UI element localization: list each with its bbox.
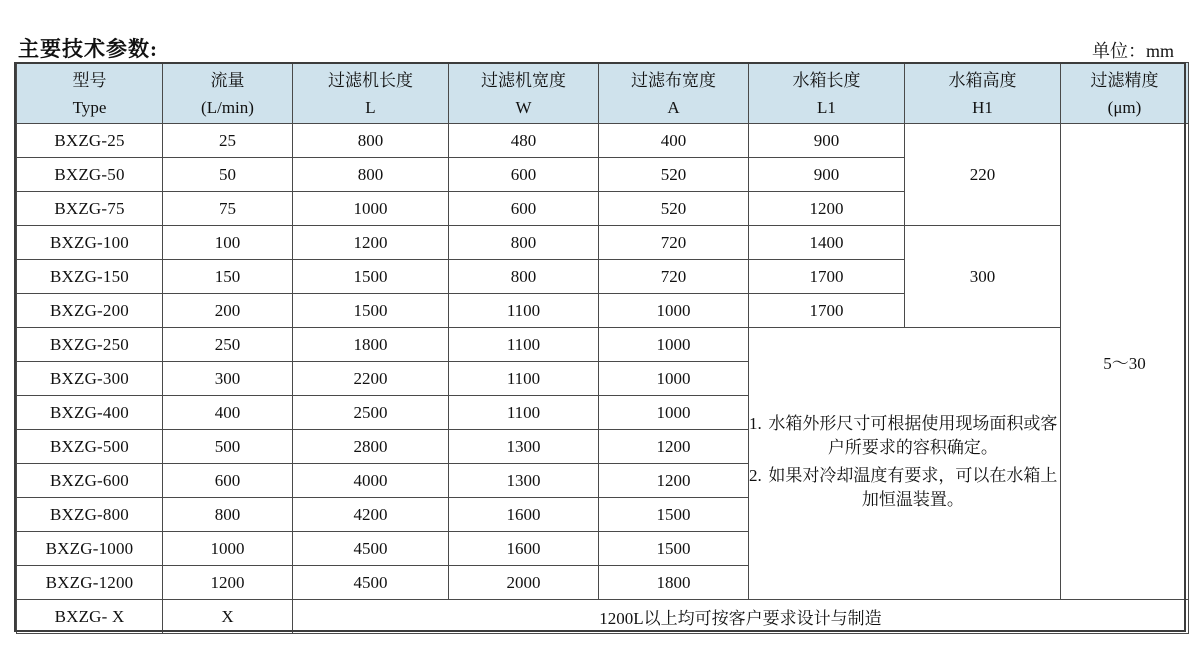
cell-cloth-width: 1800 (599, 566, 749, 600)
cell-type: BXZG-75 (17, 192, 163, 226)
cell-flow-custom: X (163, 600, 293, 634)
column-subheader-filter-precision: (μm) (1061, 93, 1189, 124)
cell-flow: 250 (163, 328, 293, 362)
column-subheader-flow: (L/min) (163, 93, 293, 124)
cell-type: BXZG-1200 (17, 566, 163, 600)
cell-flow: 1000 (163, 532, 293, 566)
cell-type: BXZG-250 (17, 328, 163, 362)
note-list (749, 412, 1060, 512)
column-header-machine-length: 过滤机长度 (293, 63, 449, 94)
cell-machine-length: 800 (293, 158, 449, 192)
cell-cloth-width: 1500 (599, 498, 749, 532)
cell-cloth-width: 1500 (599, 532, 749, 566)
cell-machine-length: 1500 (293, 260, 449, 294)
cell-cloth-width: 1200 (599, 464, 749, 498)
cell-machine-length: 4000 (293, 464, 449, 498)
cell-machine-width: 1100 (449, 362, 599, 396)
cell-flow: 100 (163, 226, 293, 260)
column-header-type: 型号 (17, 63, 163, 94)
cell-machine-width: 1100 (449, 396, 599, 430)
cell-machine-width: 600 (449, 192, 599, 226)
cell-type: BXZG-1000 (17, 532, 163, 566)
table-header-row-bottom (17, 93, 1189, 124)
cell-flow: 400 (163, 396, 293, 430)
cell-flow: 75 (163, 192, 293, 226)
column-header-machine-width: 过滤机宽度 (449, 63, 599, 94)
cell-filter-precision: 5～30 (1061, 124, 1189, 600)
table-header (17, 63, 1189, 124)
document-header (14, 10, 1186, 62)
cell-machine-length: 2200 (293, 362, 449, 396)
column-subheader-type: Type (17, 93, 163, 124)
cell-machine-length: 4500 (293, 532, 449, 566)
cell-machine-width: 1600 (449, 532, 599, 566)
cell-cloth-width: 520 (599, 192, 749, 226)
cell-flow: 200 (163, 294, 293, 328)
list-item (749, 464, 1060, 512)
table-row (17, 124, 1189, 158)
cell-tank-length: 1200 (749, 192, 905, 226)
table-row (17, 226, 1189, 260)
table-header-row-top (17, 63, 1189, 94)
list-item (749, 412, 1060, 460)
cell-machine-length: 1800 (293, 328, 449, 362)
cell-machine-width: 1300 (449, 464, 599, 498)
cell-cloth-width: 1000 (599, 362, 749, 396)
table-row-custom (17, 600, 1189, 634)
cell-machine-width: 800 (449, 260, 599, 294)
column-subheader-tank-length: L1 (749, 93, 905, 124)
cell-cloth-width: 1000 (599, 396, 749, 430)
column-subheader-machine-length: L (293, 93, 449, 124)
cell-machine-length: 1500 (293, 294, 449, 328)
cell-machine-length: 2500 (293, 396, 449, 430)
cell-machine-length: 1000 (293, 192, 449, 226)
cell-machine-width: 1100 (449, 328, 599, 362)
cell-cloth-width: 400 (599, 124, 749, 158)
cell-type: BXZG-50 (17, 158, 163, 192)
cell-flow: 1200 (163, 566, 293, 600)
cell-type: BXZG-300 (17, 362, 163, 396)
cell-tank-length: 1700 (749, 260, 905, 294)
cell-cloth-width: 1000 (599, 294, 749, 328)
page-title: 主要技术参数: (18, 37, 158, 61)
cell-flow: 800 (163, 498, 293, 532)
table-body (17, 124, 1189, 634)
cell-type: BXZG-200 (17, 294, 163, 328)
cell-tank-height-group: 300 (905, 226, 1061, 328)
cell-cloth-width: 1200 (599, 430, 749, 464)
cell-tank-length: 900 (749, 158, 905, 192)
cell-machine-length: 1200 (293, 226, 449, 260)
column-header-flow: 流量 (163, 63, 293, 94)
column-subheader-cloth-width: A (599, 93, 749, 124)
cell-type: BXZG-800 (17, 498, 163, 532)
cell-cloth-width: 720 (599, 260, 749, 294)
cell-flow: 600 (163, 464, 293, 498)
cell-custom-note: 1200L以上均可按客户要求设计与制造 (293, 600, 1189, 634)
cell-machine-width: 2000 (449, 566, 599, 600)
column-header-tank-length: 水箱长度 (749, 63, 905, 94)
column-subheader-tank-height: H1 (905, 93, 1061, 124)
cell-type: BXZG-600 (17, 464, 163, 498)
cell-tank-height-group: 220 (905, 124, 1061, 226)
cell-flow: 500 (163, 430, 293, 464)
cell-machine-width: 480 (449, 124, 599, 158)
note-text: 水箱外形尺寸可根据使用现场面积或客户所要求的容积确定。 (768, 413, 1058, 457)
cell-tank-length: 900 (749, 124, 905, 158)
cell-flow: 25 (163, 124, 293, 158)
cell-machine-length: 4200 (293, 498, 449, 532)
cell-type: BXZG-100 (17, 226, 163, 260)
cell-type: BXZG-500 (17, 430, 163, 464)
cell-cloth-width: 520 (599, 158, 749, 192)
cell-tank-length: 1400 (749, 226, 905, 260)
cell-flow: 150 (163, 260, 293, 294)
cell-machine-length: 2800 (293, 430, 449, 464)
column-header-filter-precision: 过滤精度 (1061, 63, 1189, 94)
table-notes (749, 328, 1061, 600)
column-header-cloth-width: 过滤布宽度 (599, 63, 749, 94)
cell-machine-width: 1600 (449, 498, 599, 532)
cell-machine-width: 600 (449, 158, 599, 192)
cell-cloth-width: 1000 (599, 328, 749, 362)
cell-machine-length: 800 (293, 124, 449, 158)
table-row (17, 328, 1189, 362)
cell-type-custom: BXZG- X (17, 600, 163, 634)
cell-machine-length: 4500 (293, 566, 449, 600)
cell-cloth-width: 720 (599, 226, 749, 260)
column-subheader-machine-width: W (449, 93, 599, 124)
note-text: 如果对冷却温度有要求，可以在水箱上加恒温装置。 (768, 465, 1058, 509)
cell-machine-width: 800 (449, 226, 599, 260)
cell-machine-width: 1100 (449, 294, 599, 328)
cell-type: BXZG-150 (17, 260, 163, 294)
cell-machine-width: 1300 (449, 430, 599, 464)
cell-flow: 50 (163, 158, 293, 192)
cell-tank-length: 1700 (749, 294, 905, 328)
note-number: 1. (749, 413, 762, 433)
unit-label: 单位：mm (1091, 41, 1174, 61)
column-header-tank-height: 水箱高度 (905, 63, 1061, 94)
specification-table (16, 62, 1189, 634)
cell-type: BXZG-25 (17, 124, 163, 158)
cell-flow: 300 (163, 362, 293, 396)
cell-type: BXZG-400 (17, 396, 163, 430)
note-number: 2. (749, 465, 762, 485)
